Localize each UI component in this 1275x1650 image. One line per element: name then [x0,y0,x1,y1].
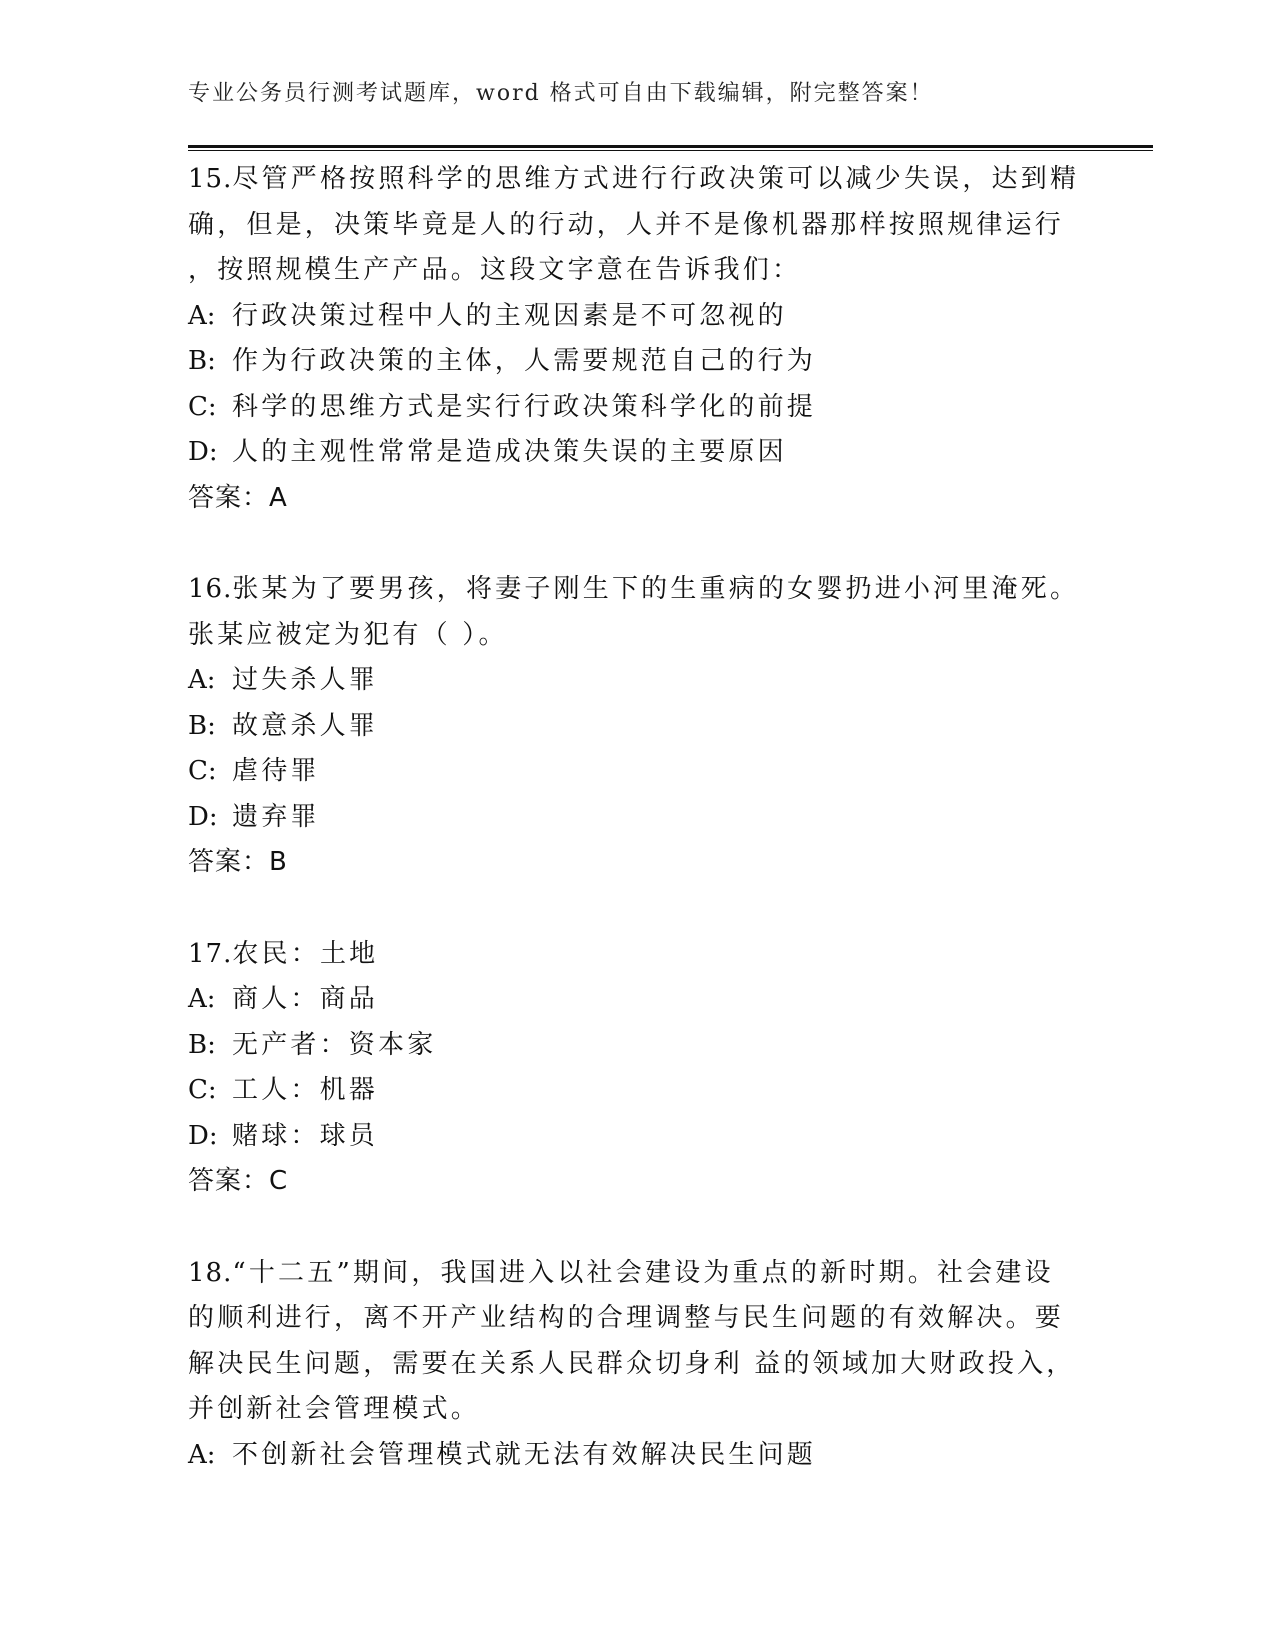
option-text: 过失杀人罪 [232,665,379,695]
option-text: 商人：商品 [232,984,379,1014]
stem-line: “十二五”期间，我国进入以社会建设为重点的新时期。社会建设 [232,1257,1054,1288]
option-key: B: [188,710,216,741]
option-a [188,1433,1128,1479]
option-key: B: [188,1029,216,1060]
question-number: 17. [188,938,233,969]
option-key: A: [188,300,216,331]
option-key: A: [188,665,216,695]
option-text: 行政决策过程中人的主观因素是不可忽视的 [232,300,787,331]
question-stem [188,932,1128,978]
stem-line: 并创新社会管理模式。 [188,1394,481,1424]
option-text: 赌球：球员 [232,1120,379,1151]
answer-value: C [269,1166,289,1196]
option-a [188,294,1128,340]
option-key: C: [188,756,217,786]
option-key: C: [188,1075,217,1105]
question-16 [188,567,1128,886]
stem-line: 张某应被定为犯有（ ）。 [188,619,508,650]
question-17 [188,932,1128,1205]
option-d [188,1114,1128,1160]
answer-value: B [269,847,288,877]
stem-line: 的顺利进行，离不开产业结构的合理调整与民生问题的有效解决。要 [188,1303,1065,1333]
option-key: D: [188,437,218,467]
spacer [188,521,1128,567]
question-15 [188,157,1128,521]
question-18 [188,1251,1128,1479]
option-key: D: [188,1120,218,1151]
stem-line: 张某为了要男孩，将妻子刚生下的生重病的女婴扔进小河里淹死。 [232,574,1080,604]
option-key: D: [188,801,218,832]
stem-line: 解决民生问题，需要在关系人民群众切身利 益的领域加大财政投入， [188,1348,1076,1379]
question-list [188,157,1128,1478]
option-c [188,749,1128,795]
option-key: B: [188,346,216,376]
option-text: 故意杀人罪 [232,710,379,741]
option-d [188,430,1128,476]
option-text: 虐待罪 [232,756,320,786]
stem-line: ，按照规模生产产品。这段文字意在告诉我们： [188,255,802,285]
question-number: 18. [188,1257,233,1288]
answer-label: 答案： [188,482,270,513]
option-list [188,977,1128,1159]
question-stem [188,1251,1128,1433]
question-stem [188,157,1128,294]
option-list [188,1433,1128,1479]
stem-line: 尽管严格按照科学的思维方式进行行政决策可以减少失误，达到精 [232,164,1080,194]
spacer [188,886,1128,932]
question-number: 15. [188,164,233,194]
option-list [188,294,1128,476]
answer-line [188,1159,1128,1205]
option-d [188,795,1128,841]
option-key: A: [188,984,216,1014]
option-text: 人的主观性常常是造成决策失误的主要原因 [232,437,787,467]
option-b [188,1023,1128,1069]
page-header: 专业公务员行测考试题库，word 格式可自由下载编辑，附完整答案！ [188,81,934,106]
option-list [188,658,1128,840]
question-number: 16. [188,574,233,604]
option-a [188,658,1128,704]
option-text: 作为行政决策的主体，人需要规范自己的行为 [232,346,817,376]
option-c [188,385,1128,431]
option-a [188,977,1128,1023]
answer-label: 答案： [188,847,270,877]
answer-line [188,840,1128,886]
spacer [188,1205,1128,1251]
option-b [188,704,1128,750]
option-key: A: [188,1439,216,1470]
stem-line: 确，但是，决策毕竟是人的行动，人并不是像机器那样按照规律运行 [188,209,1065,240]
option-text: 无产者：资本家 [232,1029,437,1060]
answer-line [188,476,1128,522]
option-text: 工人：机器 [232,1075,379,1105]
answer-label: 答案： [188,1166,270,1196]
option-text: 科学的思维方式是实行行政决策科学化的前提 [232,391,817,422]
stem-line: 农民：土地 [232,938,379,969]
option-text: 遗弃罪 [232,801,320,832]
option-text: 不创新社会管理模式就无法有效解决民生问题 [232,1439,817,1470]
header-divider [188,145,1153,151]
question-stem [188,567,1128,658]
option-b [188,339,1128,385]
option-key: C: [188,391,217,422]
option-c [188,1068,1128,1114]
answer-value: A [269,482,288,513]
